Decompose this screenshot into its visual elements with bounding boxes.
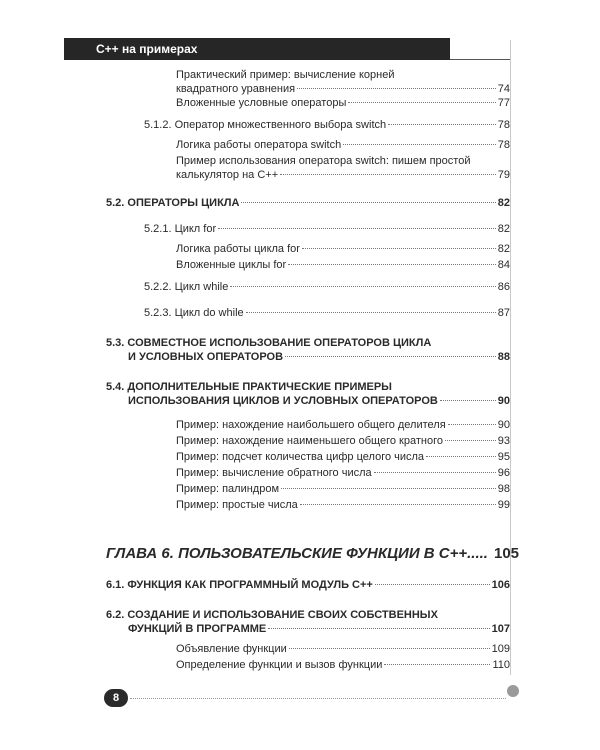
toc-entry[interactable]: Пример: простые числа 99 [176, 499, 510, 511]
toc-page-number: 90 [497, 395, 510, 407]
toc-entry[interactable]: Вложенные циклы for 84 [176, 259, 510, 271]
toc-section-text: 6.2. СОЗДАНИЕ И ИСПОЛЬЗОВАНИЕ СВОИХ СОБСТВЕННЫХ [106, 609, 438, 621]
page-number-badge: 8 [104, 689, 128, 707]
toc-section-text: 5.4. ДОПОЛНИТЕЛЬНЫЕ ПРАКТИЧЕСКИЕ ПРИМЕРЫ [106, 381, 392, 393]
toc-section[interactable]: 5.2. ОПЕРАТОРЫ ЦИКЛА 82 [106, 197, 510, 209]
toc-section[interactable]: 6.1. ФУНКЦИЯ КАК ПРОГРАММНЫЙ МОДУЛЬ С++ 106 [106, 579, 510, 591]
toc-entry-text: Практический пример: вычисление корней [176, 69, 395, 81]
toc-page-number: 78 [497, 119, 510, 131]
toc-page-number: 90 [497, 419, 510, 431]
toc-page-number: 86 [497, 281, 510, 293]
toc-page-number: 82 [497, 243, 510, 255]
toc-entry[interactable]: 5.2.3. Цикл do while 87 [144, 307, 510, 319]
toc-entry[interactable]: Объявление функции 109 [176, 643, 510, 655]
toc-section[interactable]: ФУНКЦИЙ В ПРОГРАММЕ 107 [128, 623, 510, 635]
toc-section-text: 5.3. СОВМЕСТНОЕ ИСПОЛЬЗОВАНИЕ ОПЕРАТОРОВ ЦИКЛА [106, 337, 432, 349]
toc-chapter[interactable]: ГЛАВА 6. ПОЛЬЗОВАТЕЛЬСКИЕ ФУНКЦИИ В С++..... 105 [106, 545, 520, 562]
header-title: С++ на примерах [96, 42, 198, 56]
toc-page-number: 96 [497, 467, 510, 479]
toc-page-number: 109 [491, 643, 510, 655]
toc-entry[interactable]: калькулятор на С++ 79 [176, 169, 510, 181]
toc-entry-text: Пример использования оператора switch: пишем простой [176, 155, 471, 167]
toc-page-number: 105 [493, 545, 520, 562]
toc-page-number: 106 [491, 579, 510, 591]
toc-entry[interactable]: 5.2.1. Цикл for 82 [144, 223, 510, 235]
toc-page-number: 95 [497, 451, 510, 463]
toc-entry[interactable]: 5.2.2. Цикл while 86 [144, 281, 510, 293]
toc-page-number: 78 [497, 139, 510, 151]
footer-circle-marker [507, 685, 519, 697]
toc-entry[interactable]: Логика работы оператора switch 78 [176, 139, 510, 151]
footer-dotted-rule [130, 698, 506, 699]
toc-page-number: 107 [491, 623, 510, 635]
toc-section[interactable]: ИСПОЛЬЗОВАНИЯ ЦИКЛОВ И УСЛОВНЫХ ОПЕРАТОРОВ 90 [128, 395, 510, 407]
toc-page-number: 110 [492, 659, 510, 671]
toc-page-number: 77 [497, 97, 510, 109]
toc-entry[interactable]: 5.1.2. Оператор множественного выбора switch 78 [144, 119, 510, 131]
toc-page-number: 82 [497, 197, 510, 209]
toc-page-number: 93 [497, 435, 510, 447]
toc-page-number: 98 [497, 483, 510, 495]
toc-page-number: 79 [497, 169, 510, 181]
toc-entry[interactable]: квадратного уравнения 74 [176, 83, 510, 95]
toc-entry[interactable]: Пример: палиндром 98 [176, 483, 510, 495]
toc-entry[interactable]: Определение функции и вызов функции 110 [176, 659, 510, 671]
toc-page-number: 84 [497, 259, 510, 271]
toc-page-number: 82 [497, 223, 510, 235]
toc-entry[interactable]: Пример: подсчет количества цифр целого числа 95 [176, 451, 510, 463]
toc-entry[interactable]: Вложенные условные операторы 77 [176, 97, 510, 109]
toc-entry[interactable]: Логика работы цикла for 82 [176, 243, 510, 255]
toc-entry[interactable]: Пример: нахождение наименьшего общего кратного 93 [176, 435, 510, 447]
toc-entry[interactable]: Пример: нахождение наибольшего общего делителя 90 [176, 419, 510, 431]
toc-page-number: 99 [497, 499, 510, 511]
toc-entry[interactable]: Пример: вычисление обратного числа 96 [176, 467, 510, 479]
toc-section[interactable]: И УСЛОВНЫХ ОПЕРАТОРОВ 88 [128, 351, 510, 363]
toc-page-number: 74 [497, 83, 510, 95]
toc-page-number: 87 [497, 307, 510, 319]
toc-page-number: 88 [497, 351, 510, 363]
